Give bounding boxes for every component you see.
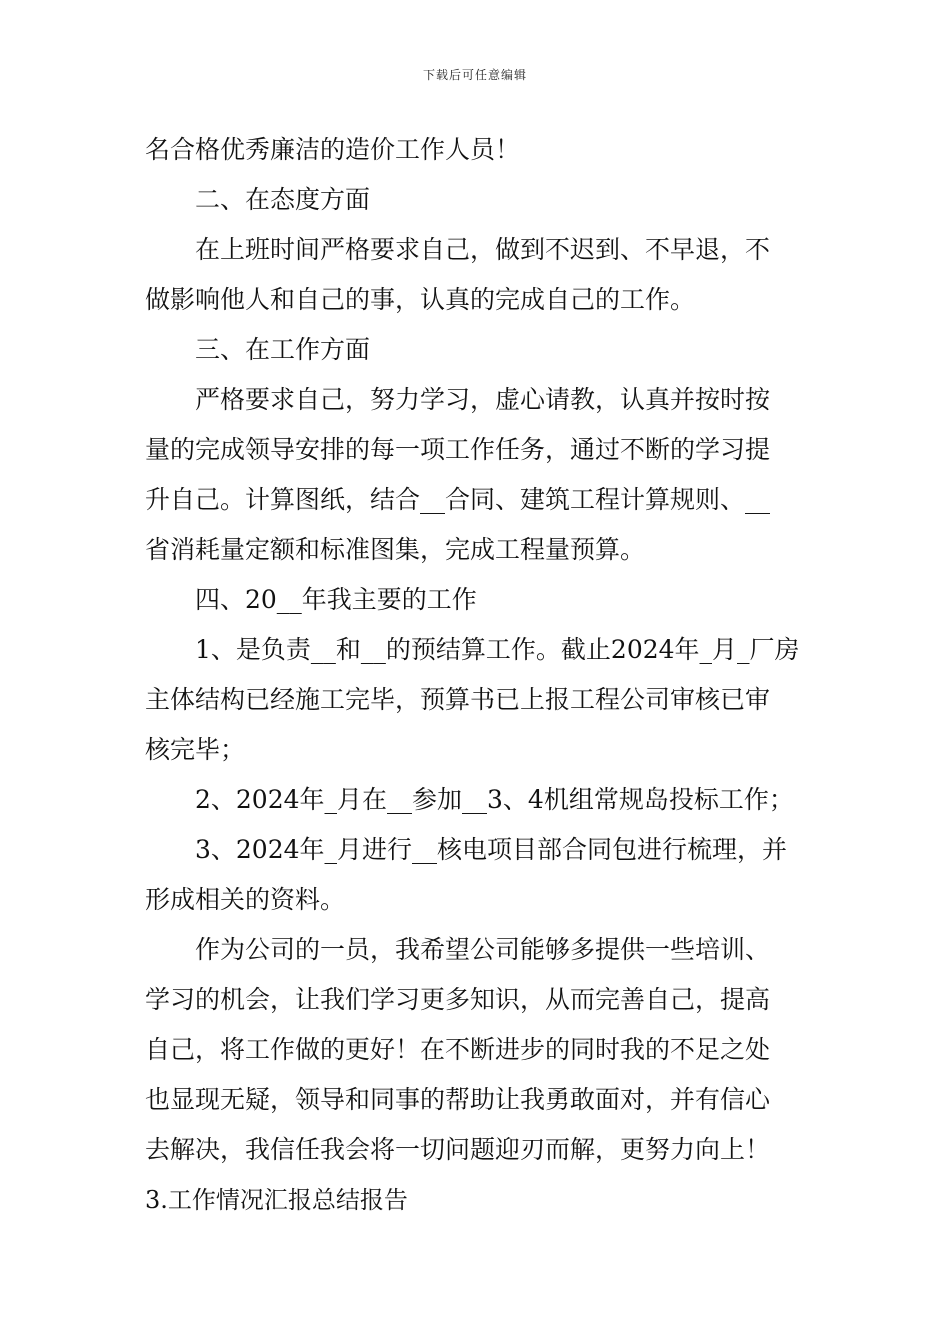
text-line: 也显现无疑，领导和同事的帮助让我勇敢面对，并有信心	[145, 1085, 771, 1114]
text-line: 2、2024年_月在__参加__3、4机组常规岛投标工作；	[195, 785, 794, 814]
text-line: 量的完成领导安排的每一项工作任务，通过不断的学习提	[145, 435, 771, 464]
text-line: 核完毕；	[145, 735, 246, 764]
text-line: 做影响他人和自己的事，认真的完成自己的工作。	[145, 285, 696, 314]
text-line: 主体结构已经施工完毕，预算书已上报工程公司审核已审	[145, 685, 771, 714]
text-line: 学习的机会，让我们学习更多知识，从而完善自己，提高	[145, 985, 771, 1014]
text-line: 形成相关的资料。	[145, 885, 346, 914]
document-body	[145, 125, 810, 1225]
text-line: 自己，将工作做的更好！在不断进步的同时我的不足之处	[145, 1035, 771, 1064]
text-line: 在上班时间严格要求自己，做到不迟到、不早退，不	[195, 235, 771, 264]
text-line: 3、2024年_月进行__核电项目部合同包进行梳理，并	[195, 835, 788, 864]
text-line: 1、是负责__和__的预结算工作。截止2024年_月_厂房	[195, 635, 800, 664]
section-heading: 二、在态度方面	[195, 185, 371, 214]
section-heading: 三、在工作方面	[195, 335, 371, 364]
text-line: 名合格优秀廉洁的造价工作人员！	[145, 135, 521, 164]
text-line: 去解决，我信任我会将一切问题迎刃而解，更努力向上！	[145, 1135, 771, 1164]
text-line: 升自己。计算图纸，结合__合同、建筑工程计算规则、__	[145, 485, 771, 514]
report-title: 3.工作情况汇报总结报告	[145, 1186, 408, 1214]
section-heading: 四、20__年我主要的工作	[195, 585, 477, 614]
page-header: 下载后可任意编辑	[422, 68, 527, 82]
text-line: 省消耗量定额和标准图集，完成工程量预算。	[145, 535, 646, 564]
text-line: 严格要求自己，努力学习，虚心请教，认真并按时按	[195, 385, 771, 414]
text-line: 作为公司的一员，我希望公司能够多提供一些培训、	[195, 935, 771, 964]
